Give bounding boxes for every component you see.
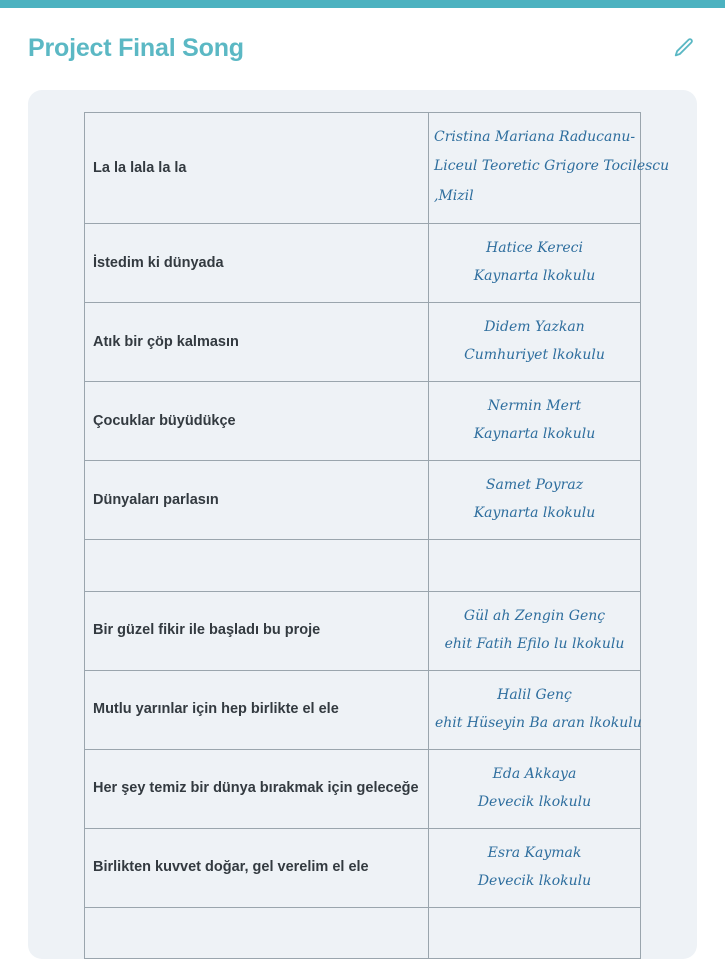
credit-line: Kaynarta lkokulu: [473, 426, 596, 443]
lyric-cell: [85, 828, 429, 907]
lyric-cell: [85, 224, 429, 303]
lyric-text: La la lala la la: [93, 159, 187, 176]
song-lyrics-table: [84, 112, 670, 959]
table-row: [85, 749, 641, 828]
credit-text: [429, 671, 640, 749]
credit-line: Samet Poyraz: [485, 477, 584, 494]
credit-line: Kaynarta lkokulu: [473, 505, 596, 522]
credit-text: [429, 750, 640, 828]
song-content-card: [28, 90, 697, 959]
table-row: [85, 591, 641, 670]
lyric-cell: [85, 461, 429, 540]
table-row: [85, 828, 641, 907]
credit-cell: [429, 113, 670, 224]
lyric-text: Dünyaları parlasın: [93, 491, 219, 508]
lyric-text: [85, 540, 428, 590]
credit-text: [429, 908, 640, 958]
lyric-text: Her şey temiz bir dünya bırakmak için geleceğe: [93, 780, 419, 797]
credit-text: [429, 303, 640, 381]
credit-text: [429, 540, 640, 590]
credit-cell: [429, 303, 641, 382]
credit-line: ehit Hüseyin Ba aran lkokulu: [435, 714, 642, 731]
credit-text: [429, 592, 640, 670]
table-row: [85, 540, 641, 591]
table-row: [85, 670, 641, 749]
credit-cell: [429, 828, 641, 907]
credit-cell: [429, 540, 641, 591]
credit-line: ehit Fatih Efilo lu lkokulu: [444, 635, 625, 652]
credit-line: Kaynarta lkokulu: [473, 268, 596, 285]
lyric-cell: [85, 540, 429, 591]
credit-cell: [429, 907, 641, 958]
credit-line: Eda Akkaya: [492, 765, 577, 782]
credit-line: ,Mizil: [434, 187, 474, 204]
credit-cell: [429, 670, 641, 749]
credit-line: Didem Yazkan: [484, 319, 585, 336]
lyric-cell: [85, 382, 429, 461]
credit-line: Esra Kaymak: [487, 844, 582, 861]
credit-line: Devecik lkokulu: [477, 793, 592, 810]
credit-cell: [429, 461, 641, 540]
credit-line: Halil Genç: [497, 686, 572, 703]
lyric-text: Birlikten kuvvet doğar, gel verelim el ele: [93, 859, 369, 876]
table-row: [85, 461, 641, 540]
credit-line: Cumhuriyet lkokulu: [464, 347, 605, 364]
credit-line: Gül ah Zengin Genç: [463, 607, 606, 624]
credit-text: [429, 829, 640, 907]
credit-line: Hatice Kereci: [486, 240, 583, 257]
table-row: [85, 382, 641, 461]
credit-line: Devecik lkokulu: [477, 872, 592, 889]
lyric-text: Atık bir çöp kalmasın: [93, 333, 239, 350]
credit-line: Cristina Mariana Raducanu-: [434, 129, 636, 145]
top-accent-bar: [0, 0, 725, 8]
credit-cell: [429, 224, 641, 303]
lyric-cell: [85, 303, 429, 382]
credit-cell: [429, 591, 641, 670]
credit-cell: [429, 382, 641, 461]
credit-text: [429, 113, 670, 223]
credit-line: Liceul Teoretic Grigore Tocilescu: [434, 158, 670, 175]
lyric-cell: [85, 113, 429, 224]
table-row: [85, 303, 641, 382]
credit-text: [429, 382, 640, 460]
credit-text: [429, 461, 640, 539]
credit-text: [429, 224, 640, 302]
pencil-edit-icon: [673, 37, 695, 62]
lyric-text: Bir güzel fikir ile başladı bu proje: [93, 622, 321, 639]
lyric-text: Mutlu yarınlar için hep birlikte el ele: [93, 701, 339, 718]
page-header: [0, 8, 725, 90]
credit-line: Nermin Mert: [487, 398, 582, 415]
table-row: [85, 113, 641, 224]
lyric-cell: [85, 670, 429, 749]
lyric-text: Çocuklar büyüdükçe: [93, 412, 236, 429]
page-title: Project Final Song: [28, 34, 244, 63]
song-table-body: [85, 113, 670, 959]
lyric-cell: [85, 591, 429, 670]
table-row: [85, 224, 641, 303]
lyric-cell: [85, 907, 429, 958]
lyric-cell: [85, 749, 429, 828]
credit-cell: [429, 749, 641, 828]
lyric-text: İstedim ki dünyada: [93, 254, 224, 271]
lyric-text: [85, 908, 428, 958]
table-row: [85, 907, 641, 958]
edit-title-button[interactable]: [671, 36, 697, 62]
